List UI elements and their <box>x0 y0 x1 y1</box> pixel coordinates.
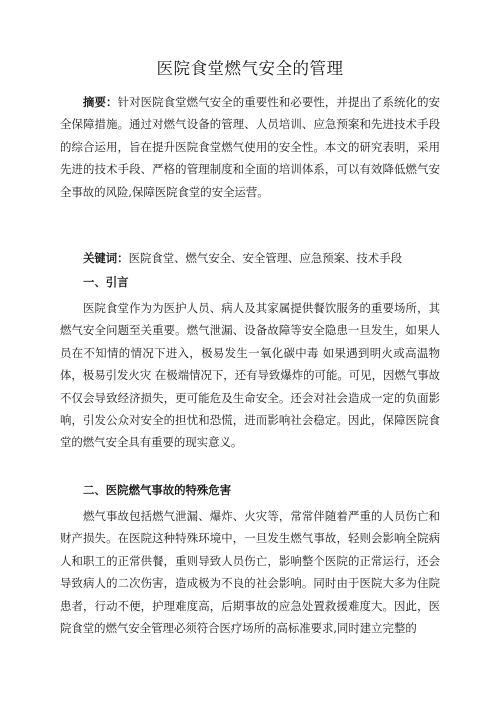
abstract-label: 摘要： <box>83 95 118 109</box>
section-paragraph-special-hazards: 燃气事故包括燃气泄漏、爆炸、火灾等，常常伴随着严重的人员伤亡和财产损失。在医院这种特殊环境中，一旦发生燃气事故，轻则会影响全院病人和职工的正常供餐，重则导致人员伤亡，影响整个医院的正常运行，还会导致病人的二次伤害，造成极为不良的社会影响。同时由于医院大多为住院患者，行动不便，护理难度高，后期事故的应急处置救援难度大。因此，医院食堂的燃气安全管理必须符合医疗场所的高标准要求,同时建立完整的 <box>60 509 440 636</box>
abstract-paragraph <box>60 91 440 203</box>
document-title: 医院食堂燃气安全的管理 <box>156 59 344 78</box>
section-heading-special-hazards: 二、医院燃气事故的特殊危害 <box>83 483 232 497</box>
section-heading-introduction: 一、引言 <box>83 275 129 289</box>
keywords-paragraph <box>60 247 440 269</box>
keywords-label: 关键词： <box>83 251 129 265</box>
keywords-text: 医院食堂、燃气安全、安全管理、应急预案、技术手段 <box>128 251 402 265</box>
abstract-text: 针对医院食堂燃气安全的重要性和必要性，并提出了系统化的安全保障措施。通过对燃气设备的管理、人员培训、应急预案和先进技术手段的综合运用，旨在提升医院食堂燃气使用的安全性。本文的研究表明，采用先进的技术手段、严格的管理制度和全面的培训体系，可以有效降低燃气安全事故的风险,保障医院食堂的安全运营。 <box>60 95 440 199</box>
section-paragraph-introduction: 医院食堂作为为医护人员、病人及其家属提供餐饮服务的重要场所，其燃气安全问题至关重要。燃气泄漏、设备故障等安全隐患一旦发生，如果人员在不知情的情况下进入，极易发生一氧化碳中毒 如果遇到明火或高温物体，极易引发火灾 在极端情况下，还有导致爆炸的可能。可见，因燃气事故不仅会导致经济损失，更可能危及生命安全。还会对社会造成一定的负面影响，引发公众对安全的担忧和恐慌，进而影响社会稳定。因此，保障医院食堂的燃气安全具有重要的现实意义。 <box>60 301 440 450</box>
